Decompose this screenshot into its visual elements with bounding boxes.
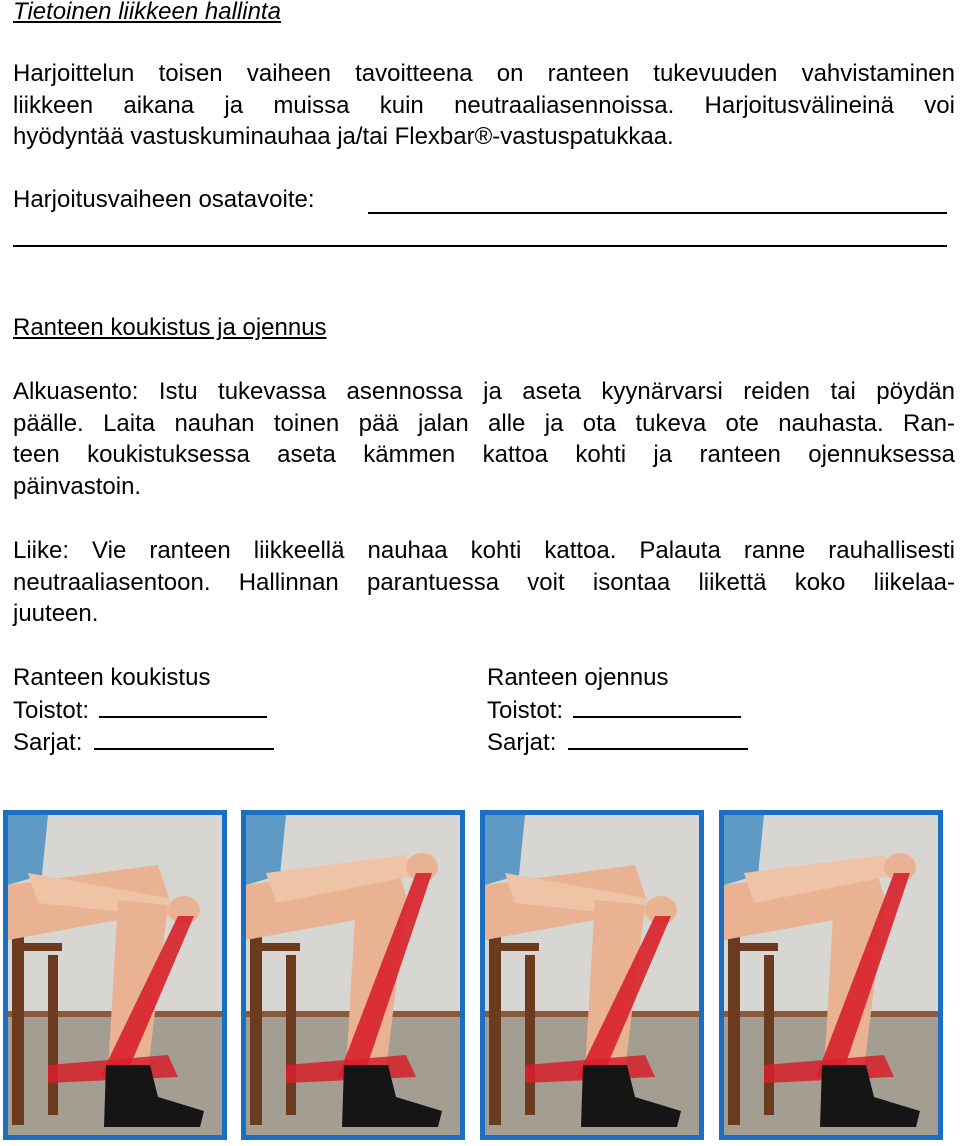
flexion-end-photo [241,810,465,1140]
flexion-start-photo [3,810,227,1140]
subgoal-fill-line-2[interactable] [13,245,947,247]
chair-leg [12,935,24,1125]
chair-leg [764,955,774,1115]
flexion-title: Ranteen koukistus [13,664,211,691]
start-position-paragraph [13,376,955,502]
intro-paragraph [13,58,955,153]
intro-line: liikkeen aikana ja muissa kuin neutraaliasennoissa. Harjoitusvälineinä voi [13,91,955,119]
exercise-illustration [485,815,699,1135]
start-line: teen koukistuksessa aseta kämmen kattoa kohti ja ranteen ojennuksessa [13,441,955,468]
extension-end-photo [719,810,943,1140]
exercise-illustration [246,815,460,1135]
start-line: päälle. Laita nauhan toinen pää jalan alle ja ota tukeva ote nauhasta. Ran- [13,409,955,437]
flexion-reps-blank[interactable] [99,694,267,718]
extension-record [487,662,748,758]
exercise-illustration [8,815,222,1135]
chair-rail [12,943,62,951]
movement-line: neutraaliasentoon. Hallinnan parantuessa voit isontaa liikettä koko liikelaa- [13,568,955,596]
extension-start-photo [480,810,704,1140]
chair-leg [286,955,296,1115]
extension-reps-row [487,694,748,726]
movement-paragraph [13,535,955,630]
start-line: päinvastoin. [13,472,142,500]
exercise-illustration [724,815,938,1135]
extension-sets-blank[interactable] [568,726,748,750]
chair-leg [250,935,262,1125]
start-line: Alkuasento: Istu tukevassa asennossa ja aseta kyynärvarsi reiden tai pöydän [13,378,955,405]
intro-line: Harjoittelun toisen vaiheen tavoitteena on ranteen tukevuuden vahvistaminen [13,60,955,87]
extension-sets-row [487,726,748,758]
chair-rail [728,943,778,951]
section-title: Tietoinen liikkeen hallinta [13,0,281,25]
shirt-sleeve [8,815,48,885]
chair-leg [525,955,535,1115]
movement-line: juuteen. [13,600,99,627]
flexion-reps-label: Toistot: [13,697,90,724]
flexion-sets-blank[interactable] [94,726,274,750]
subgoal-fill-line-1[interactable] [368,212,947,214]
extension-sets-label: Sarjat: [487,729,557,756]
shirt-sleeve [485,815,525,885]
extension-reps-blank[interactable] [573,694,741,718]
chair-leg [48,955,58,1115]
flexion-record [13,662,274,758]
intro-line: hyödyntää vastuskuminauhaa ja/tai Flexbar®-vastuspatukkaa. [13,123,674,150]
flexion-sets-row [13,726,274,758]
chair-rail [250,943,300,951]
extension-title: Ranteen ojennus [487,664,669,691]
flexion-sets-label: Sarjat: [13,729,83,756]
chair-leg [489,935,501,1125]
exercise-title: Ranteen koukistus ja ojennus [13,314,327,341]
chair-rail [489,943,539,951]
chair-leg [728,935,740,1125]
extension-reps-label: Toistot: [487,697,564,724]
flexion-reps-row [13,694,274,726]
movement-line: Liike: Vie ranteen liikkeellä nauhaa kohti kattoa. Palauta ranne rauhallisesti [13,537,955,564]
subgoal-label: Harjoitusvaiheen osatavoite: [13,186,315,213]
